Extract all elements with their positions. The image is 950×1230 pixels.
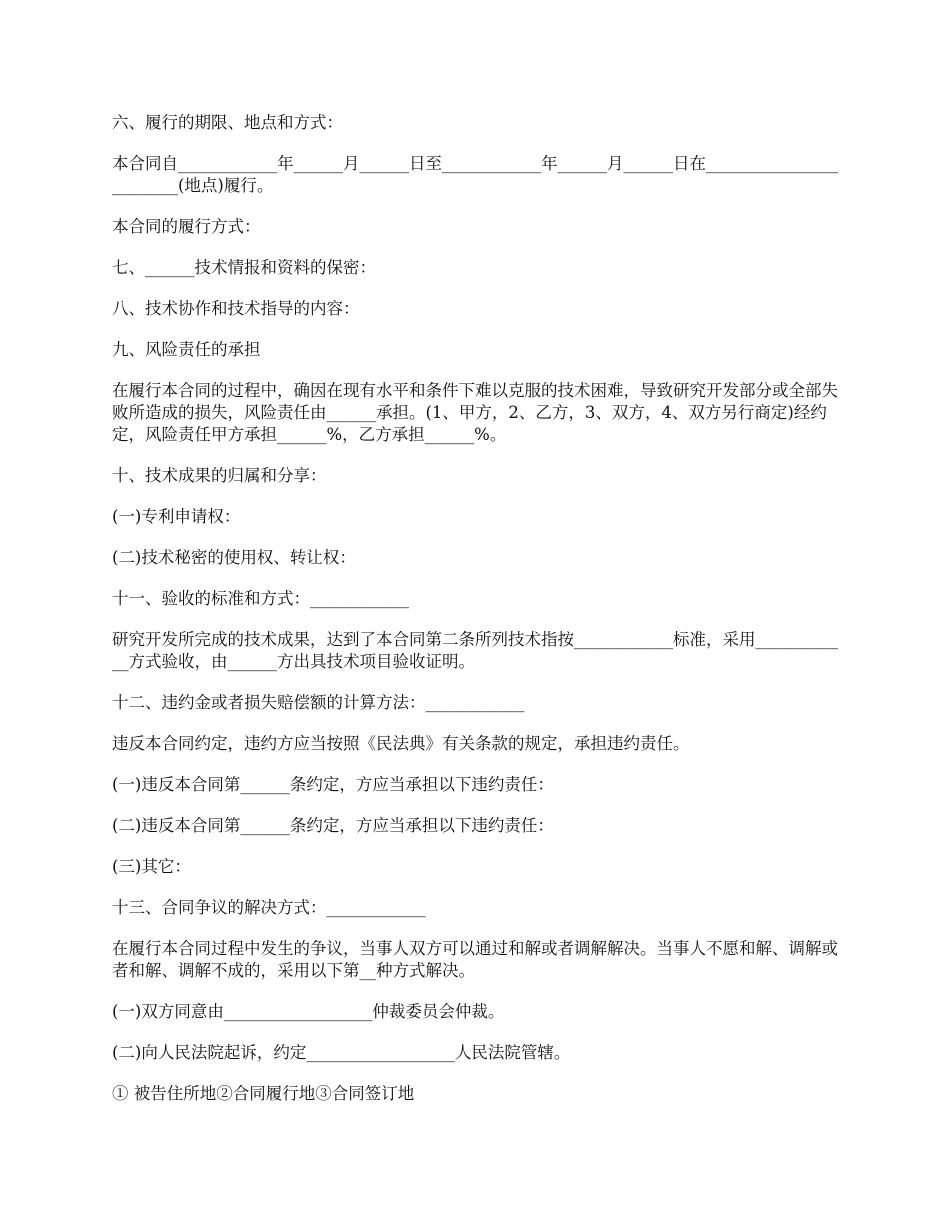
breach-item-2: (二)违反本合同第______条约定，方应当承担以下违约责任： [112,816,554,835]
jurisdiction-options: ① 被告住所地②合同履行地③合同签订地 [112,1084,415,1103]
section-13-heading: 十三、合同争议的解决方式：____________ [112,898,426,917]
section-8-heading: 八、技术协作和技术指导的内容： [112,299,360,318]
arbitration-option: (一)双方同意由__________________仲裁委员会仲裁。 [112,1002,505,1021]
breach-liability-clause: 违反本合同约定，违约方应当按照《民法典》有关条款的规定，承担违约责任。 [112,734,690,753]
risk-liability-clause: 在履行本合同的过程中，确因在现有水平和条件下难以克服的技术困难，导致研究开发部分或全部失败所造成的损失，风险责任由______承担。(1、甲方，2、乙方，3、双方，4、双方另行商定)经约定，风险责任甲方承担______%，乙方承担______%。 [112,381,838,444]
performance-period-clause: 本合同自____________年______月______日至____________年______月______日在________________________(地点)履行。 [112,154,838,195]
performance-method-clause: 本合同的履行方式： [112,217,261,236]
acceptance-clause: 研究开发所完成的技术成果，达到了本合同第二条所列技术指按____________标准，采用____________方式验收，由______方出具技术项目验收证明。 [112,630,838,671]
section-9-heading: 九、风险责任的承担 [112,340,261,359]
document-page [112,112,840,1124]
section-7-heading: 七、______技术情报和资料的保密： [112,258,376,277]
dispute-resolution-clause: 在履行本合同过程中发生的争议，当事人双方可以通过和解或者调解解决。当事人不愿和解、调解或者和解、调解不成的，采用以下第__种方式解决。 [112,939,838,980]
section-11-heading: 十一、验收的标准和方式：____________ [112,589,409,608]
litigation-option: (二)向人民法院起诉，约定__________________人民法院管辖。 [112,1043,571,1062]
section-6-heading: 六、履行的期限、地点和方式： [112,113,343,132]
patent-right-clause: (一)专利申请权： [112,507,241,526]
section-10-heading: 十、技术成果的归属和分享： [112,466,327,485]
trade-secret-clause: (二)技术秘密的使用权、转让权： [112,548,356,567]
section-12-heading: 十二、违约金或者损失赔偿额的计算方法：____________ [112,693,525,712]
breach-item-1: (一)违反本合同第______条约定，方应当承担以下违约责任： [112,775,554,794]
breach-item-3: (三)其它： [112,857,191,876]
